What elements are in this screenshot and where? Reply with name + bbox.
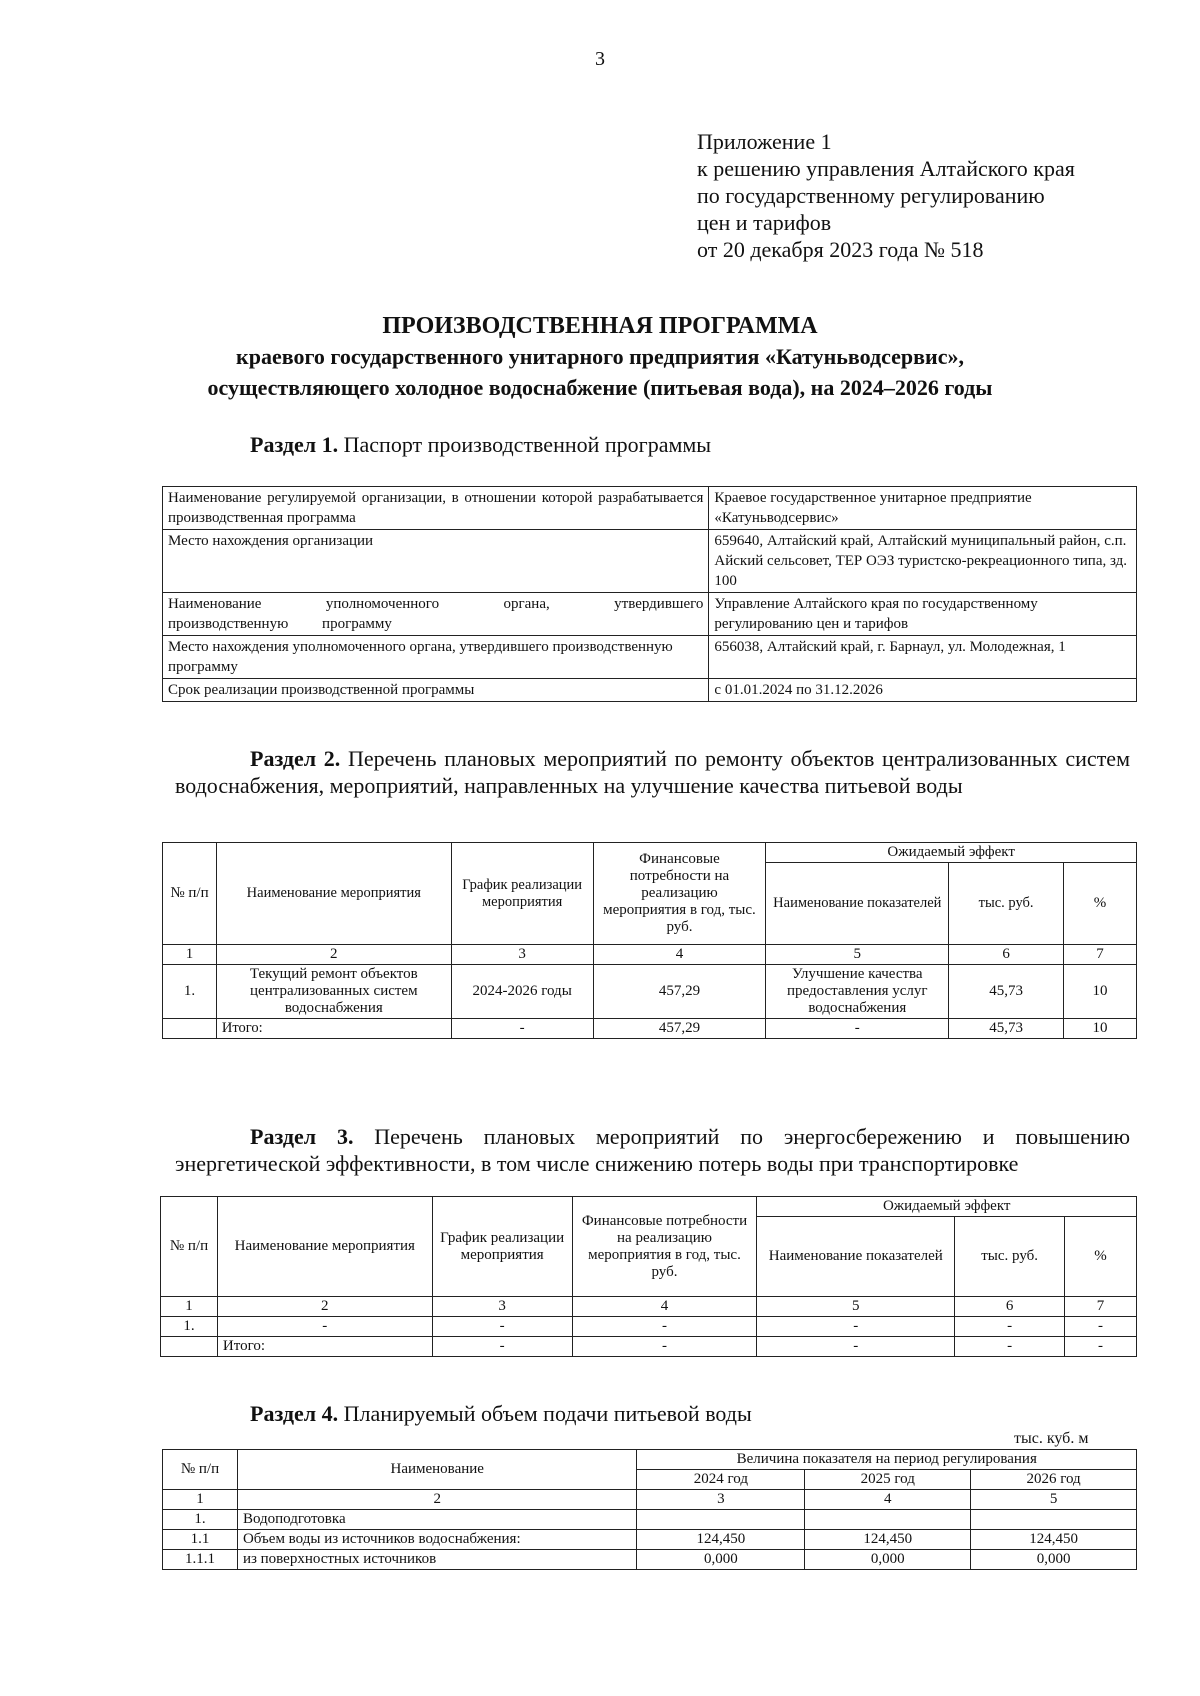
column-number: 6 — [949, 945, 1064, 965]
document-subtitle: осуществляющего холодное водоснабжение (питьевая вода), на 2024–2026 годы — [207, 375, 993, 400]
column-number: 5 — [766, 945, 949, 965]
appendix-line: от 20 декабря 2023 года № 518 — [697, 237, 984, 262]
table-total-row — [163, 1019, 1137, 1039]
column-number: 5 — [757, 1297, 955, 1317]
repair-measures-table — [162, 842, 1137, 1039]
passport-value: Краевое государственное унитарное предприятие «Катуньводсервис» — [709, 487, 1137, 530]
total-label: Итого: — [217, 1337, 432, 1357]
column-number: 3 — [637, 1490, 805, 1510]
cell-num: 1. — [163, 1510, 238, 1530]
table-row — [163, 679, 1137, 702]
table-total-row — [161, 1337, 1137, 1357]
cell-value — [805, 1510, 971, 1530]
column-header: 2025 год — [805, 1470, 971, 1490]
document-subtitle: краевого государственного унитарного предприятия «Катуньводсервис», — [236, 344, 964, 369]
appendix-block — [697, 128, 1075, 263]
section-label: Раздел 4. — [250, 1401, 339, 1426]
cell-finance: 457,29 — [593, 1019, 766, 1039]
section-heading-text: Планируемый объем подачи питьевой воды — [338, 1401, 752, 1426]
table-header-row — [161, 1197, 1137, 1217]
section-heading-text: Перечень плановых мероприятий по энергосбережению и повышению энергетической эффективности, в том числе снижению потерь воды при транспортировке — [175, 1124, 1131, 1176]
passport-name: Наименование уполномоченного органа, утвердившего производственную программу — [163, 593, 709, 636]
column-header: Наименование показателей — [757, 1217, 955, 1297]
column-header: Ожидаемый эффект — [757, 1197, 1137, 1217]
cell-name: Водоподготовка — [237, 1510, 637, 1530]
table-row — [161, 1317, 1137, 1337]
column-header: Наименование мероприятия — [216, 843, 451, 945]
section2-heading — [175, 745, 1130, 799]
column-number-row — [163, 945, 1137, 965]
cell-percent: - — [1065, 1337, 1137, 1357]
cell-thousand: - — [955, 1337, 1065, 1357]
cell-empty — [161, 1337, 218, 1357]
appendix-line: Приложение 1 — [697, 129, 832, 154]
cell-thousand: 45,73 — [949, 1019, 1064, 1039]
column-header: № п/п — [163, 1450, 238, 1490]
column-header: тыс. руб. — [955, 1217, 1065, 1297]
column-number-row — [161, 1297, 1137, 1317]
passport-table — [162, 486, 1137, 702]
column-header: Величина показателя на период регулирования — [637, 1450, 1137, 1470]
table-row — [163, 1550, 1137, 1570]
column-number: 6 — [955, 1297, 1065, 1317]
table-header-row — [163, 843, 1137, 863]
section1-heading — [250, 431, 711, 458]
cell-indicator: Улучшение качества предоставления услуг водоснабжения — [766, 965, 949, 1019]
passport-name: Срок реализации производственной программы — [163, 679, 709, 702]
passport-value: 656038, Алтайский край, г. Барнаул, ул. Молодежная, 1 — [709, 636, 1137, 679]
passport-name: Место нахождения организации — [163, 530, 709, 593]
cell-num: 1. — [163, 965, 217, 1019]
passport-value: 659640, Алтайский край, Алтайский муниципальный район, с.п. Айский сельсовет, ТЕР ОЭЗ туристско-рекреационного типа, зд. 100 — [709, 530, 1137, 593]
column-number: 7 — [1064, 945, 1137, 965]
table-header-row — [163, 1450, 1137, 1470]
cell-schedule: - — [432, 1317, 572, 1337]
cell-name: - — [217, 1317, 432, 1337]
cell-num: 1. — [161, 1317, 218, 1337]
table-row — [163, 487, 1137, 530]
table-row — [163, 530, 1137, 593]
section-label: Раздел 1. — [250, 432, 339, 457]
cell-name: из поверхностных источников — [237, 1550, 637, 1570]
total-label: Итого: — [216, 1019, 451, 1039]
column-number-row — [163, 1490, 1137, 1510]
cell-value — [971, 1510, 1137, 1530]
cell-percent: 10 — [1064, 965, 1137, 1019]
column-number: 5 — [971, 1490, 1137, 1510]
cell-thousand: - — [955, 1317, 1065, 1337]
column-header: Финансовые потребности на реализацию мероприятия в год, тыс. руб. — [572, 1197, 757, 1297]
cell-indicator: - — [766, 1019, 949, 1039]
column-number: 1 — [163, 1490, 238, 1510]
column-header: Финансовые потребности на реализацию мероприятия в год, тыс. руб. — [593, 843, 766, 945]
passport-name: Место нахождения уполномоченного органа, утвердившего производственную программу — [163, 636, 709, 679]
cell-finance: 457,29 — [593, 965, 766, 1019]
column-header: Наименование показателей — [766, 863, 949, 945]
column-number: 2 — [237, 1490, 637, 1510]
cell-thousand: 45,73 — [949, 965, 1064, 1019]
column-header: % — [1064, 863, 1137, 945]
column-header: Наименование мероприятия — [217, 1197, 432, 1297]
column-header: 2024 год — [637, 1470, 805, 1490]
section4-heading — [250, 1400, 752, 1427]
cell-num: 1.1.1 — [163, 1550, 238, 1570]
passport-name: Наименование регулируемой организации, в отношении которой разрабатывается производственная программа — [163, 487, 709, 530]
cell-value — [637, 1510, 805, 1530]
section-label: Раздел 2. — [250, 746, 341, 771]
column-header: Ожидаемый эффект — [766, 843, 1137, 863]
cell-indicator: - — [757, 1317, 955, 1337]
column-number: 4 — [572, 1297, 757, 1317]
column-number: 3 — [451, 945, 593, 965]
column-number: 4 — [593, 945, 766, 965]
cell-value: 0,000 — [637, 1550, 805, 1570]
column-header: График реализации мероприятия — [451, 843, 593, 945]
energy-measures-table — [160, 1196, 1137, 1357]
cell-percent: - — [1065, 1317, 1137, 1337]
cell-finance: - — [572, 1317, 757, 1337]
cell-indicator: - — [757, 1337, 955, 1357]
cell-value: 124,450 — [971, 1530, 1137, 1550]
passport-value: Управление Алтайского края по государственному регулированию цен и тарифов — [709, 593, 1137, 636]
column-header: 2026 год — [971, 1470, 1137, 1490]
column-number: 3 — [432, 1297, 572, 1317]
table-row — [163, 1530, 1137, 1550]
cell-value: 0,000 — [971, 1550, 1137, 1570]
table-row — [163, 1510, 1137, 1530]
document-title: ПРОИЗВОДСТВЕННАЯ ПРОГРАММА — [382, 313, 818, 339]
appendix-line: цен и тарифов — [697, 210, 832, 235]
column-number: 4 — [805, 1490, 971, 1510]
column-header: № п/п — [163, 843, 217, 945]
cell-finance: - — [572, 1337, 757, 1357]
cell-value: 124,450 — [805, 1530, 971, 1550]
table-row — [163, 636, 1137, 679]
table-row — [163, 965, 1137, 1019]
cell-schedule: - — [432, 1337, 572, 1357]
column-header: % — [1065, 1217, 1137, 1297]
column-header: Наименование — [237, 1450, 637, 1490]
table-row — [163, 593, 1137, 636]
cell-schedule: - — [451, 1019, 593, 1039]
column-number: 2 — [217, 1297, 432, 1317]
cell-schedule: 2024-2026 годы — [451, 965, 593, 1019]
section-heading-text: Паспорт производственной программы — [338, 432, 712, 457]
cell-name: Объем воды из источников водоснабжения: — [237, 1530, 637, 1550]
cell-empty — [163, 1019, 217, 1039]
cell-num: 1.1 — [163, 1530, 238, 1550]
column-header: тыс. руб. — [949, 863, 1064, 945]
cell-value: 124,450 — [637, 1530, 805, 1550]
column-number: 2 — [216, 945, 451, 965]
section3-heading — [175, 1123, 1130, 1177]
cell-name: Текущий ремонт объектов централизованных систем водоснабжения — [216, 965, 451, 1019]
appendix-line: к решению управления Алтайского края — [697, 156, 1075, 181]
column-header: График реализации мероприятия — [432, 1197, 572, 1297]
column-number: 7 — [1065, 1297, 1137, 1317]
column-number: 1 — [163, 945, 217, 965]
column-number: 1 — [161, 1297, 218, 1317]
cell-percent: 10 — [1064, 1019, 1137, 1039]
water-supply-table — [162, 1449, 1137, 1570]
unit-label: тыс. куб. м — [1014, 1430, 1089, 1447]
cell-value: 0,000 — [805, 1550, 971, 1570]
section-label: Раздел 3. — [250, 1124, 354, 1149]
section-heading-text: Перечень плановых мероприятий по ремонту объектов централизованных систем водоснабжения, мероприятий, направленных на улучшение качества питьевой воды — [175, 746, 1130, 798]
page-number: 3 — [595, 48, 605, 70]
column-header: № п/п — [161, 1197, 218, 1297]
passport-value: с 01.01.2024 по 31.12.2026 — [709, 679, 1137, 702]
appendix-line: по государственному регулированию — [697, 183, 1045, 208]
